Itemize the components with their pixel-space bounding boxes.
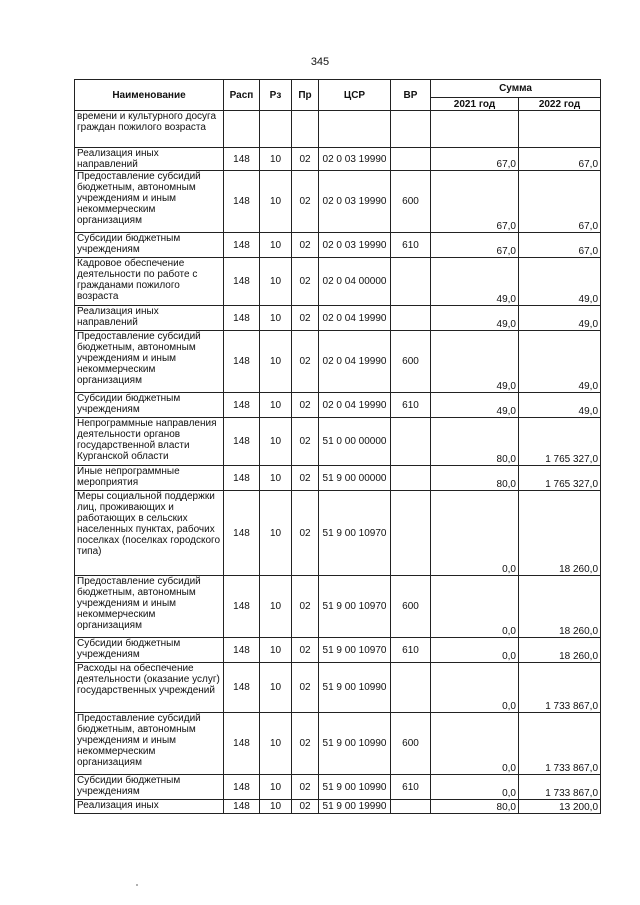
header-name: Наименование [75, 80, 224, 111]
table-row [75, 148, 601, 171]
row-vr: 610 [391, 638, 431, 663]
row-pr: 02 [292, 306, 319, 331]
scan-speck [136, 884, 138, 886]
row-pr: 02 [292, 491, 319, 576]
row-csr: 51 9 00 10990 [319, 713, 391, 775]
row-pr: 02 [292, 418, 319, 466]
row-2022: 49,0 [519, 306, 601, 331]
row-name: Субсидии бюджетным учреждениям [75, 775, 224, 800]
row-pr: 02 [292, 775, 319, 800]
row-name: Предоставление субсидий бюджетным, автономным учреждениям и иным некоммерческим организациям [75, 576, 224, 638]
row-2022: 1 733 867,0 [519, 713, 601, 775]
header-vr: ВР [391, 80, 431, 111]
row-2021 [431, 111, 519, 148]
row-csr: 51 0 00 00000 [319, 418, 391, 466]
row-2022: 18 260,0 [519, 491, 601, 576]
row-rasp: 148 [224, 466, 260, 491]
row-csr: 51 9 00 10970 [319, 576, 391, 638]
header-year-2022: 2022 год [519, 98, 601, 111]
row-rz: 10 [260, 393, 292, 418]
row-rz: 10 [260, 466, 292, 491]
row-pr: 02 [292, 233, 319, 258]
row-2022: 67,0 [519, 148, 601, 171]
row-rasp: 148 [224, 638, 260, 663]
table-body [75, 111, 601, 814]
row-vr [391, 111, 431, 148]
row-2021: 49,0 [431, 331, 519, 393]
row-2022: 1 765 327,0 [519, 466, 601, 491]
row-csr: 02 0 04 19990 [319, 393, 391, 418]
row-2021: 80,0 [431, 466, 519, 491]
row-pr: 02 [292, 331, 319, 393]
row-2021: 0,0 [431, 775, 519, 800]
table-row [75, 713, 601, 775]
row-2022: 67,0 [519, 233, 601, 258]
row-rz: 10 [260, 800, 292, 814]
table-row [75, 331, 601, 393]
row-name: Реализация иных направлений [75, 148, 224, 171]
row-rz: 10 [260, 638, 292, 663]
header-csr: ЦСР [319, 80, 391, 111]
row-rasp: 148 [224, 576, 260, 638]
row-csr: 02 0 03 19990 [319, 148, 391, 171]
table-header [75, 80, 601, 111]
row-pr: 02 [292, 393, 319, 418]
table-row [75, 171, 601, 233]
row-csr: 02 0 04 00000 [319, 258, 391, 306]
row-name: Расходы на обеспечение деятельности (оказание услуг) государственных учреждений [75, 663, 224, 713]
budget-table [74, 79, 601, 814]
row-rasp: 148 [224, 418, 260, 466]
row-rz: 10 [260, 233, 292, 258]
table-row [75, 233, 601, 258]
header-year-2021: 2021 год [431, 98, 519, 111]
row-rasp: 148 [224, 775, 260, 800]
table-row [75, 576, 601, 638]
row-rz: 10 [260, 148, 292, 171]
row-name: Предоставление субсидий бюджетным, автономным учреждениям и иным некоммерческим организациям [75, 713, 224, 775]
row-rz: 10 [260, 171, 292, 233]
row-vr [391, 258, 431, 306]
header-rz: Рз [260, 80, 292, 111]
row-csr: 51 9 00 10990 [319, 663, 391, 713]
row-name: Меры социальной поддержки лиц, проживающих и работающих в сельских населенных пунктах, рабочих поселках (поселках городского типа) [75, 491, 224, 576]
row-name: Предоставление субсидий бюджетным, автономным учреждениям и иным некоммерческим организациям [75, 171, 224, 233]
row-csr: 02 0 04 19990 [319, 331, 391, 393]
row-vr: 600 [391, 331, 431, 393]
table-row [75, 775, 601, 800]
row-vr [391, 800, 431, 814]
row-vr: 610 [391, 775, 431, 800]
row-name: Кадровое обеспечение деятельности по работе с гражданами пожилого возраста [75, 258, 224, 306]
row-2022: 49,0 [519, 258, 601, 306]
row-2021: 0,0 [431, 713, 519, 775]
row-name: Предоставление субсидий бюджетным, автономным учреждениям и иным некоммерческим организациям [75, 331, 224, 393]
row-2021: 0,0 [431, 663, 519, 713]
table-row [75, 393, 601, 418]
row-csr [319, 111, 391, 148]
row-csr: 02 0 03 19990 [319, 171, 391, 233]
row-2021: 67,0 [431, 233, 519, 258]
row-2021: 49,0 [431, 258, 519, 306]
row-name: Субсидии бюджетным учреждениям [75, 638, 224, 663]
row-rasp: 148 [224, 713, 260, 775]
row-csr: 51 9 00 19990 [319, 800, 391, 814]
row-name: Непрограммные направления деятельности органов государственной власти Курганской области [75, 418, 224, 466]
row-rasp: 148 [224, 148, 260, 171]
row-name: времени и культурного досуга граждан пожилого возраста [75, 111, 224, 148]
header-pr: Пр [292, 80, 319, 111]
row-2021: 67,0 [431, 171, 519, 233]
row-2022: 1 733 867,0 [519, 775, 601, 800]
row-vr [391, 418, 431, 466]
row-rasp: 148 [224, 233, 260, 258]
row-name: Субсидии бюджетным учреждениям [75, 393, 224, 418]
row-2022: 1 733 867,0 [519, 663, 601, 713]
row-rz: 10 [260, 331, 292, 393]
table-row [75, 258, 601, 306]
row-csr: 51 9 00 10970 [319, 491, 391, 576]
row-pr: 02 [292, 258, 319, 306]
row-2021: 0,0 [431, 576, 519, 638]
row-rasp: 148 [224, 663, 260, 713]
row-2021: 49,0 [431, 306, 519, 331]
row-rasp: 148 [224, 306, 260, 331]
row-2021: 80,0 [431, 800, 519, 814]
row-rasp: 148 [224, 800, 260, 814]
row-2022: 18 260,0 [519, 576, 601, 638]
row-pr: 02 [292, 800, 319, 814]
row-pr: 02 [292, 713, 319, 775]
table-row [75, 663, 601, 713]
row-rz: 10 [260, 775, 292, 800]
row-csr: 51 9 00 10990 [319, 775, 391, 800]
table-row [75, 306, 601, 331]
row-pr: 02 [292, 466, 319, 491]
row-rz: 10 [260, 306, 292, 331]
row-rz: 10 [260, 576, 292, 638]
row-pr: 02 [292, 663, 319, 713]
row-vr [391, 148, 431, 171]
row-vr [391, 466, 431, 491]
row-rz [260, 111, 292, 148]
row-pr [292, 111, 319, 148]
row-rasp: 148 [224, 171, 260, 233]
row-pr: 02 [292, 171, 319, 233]
row-rasp: 148 [224, 331, 260, 393]
row-2021: 0,0 [431, 491, 519, 576]
row-vr: 600 [391, 171, 431, 233]
row-csr: 51 9 00 00000 [319, 466, 391, 491]
row-name: Субсидии бюджетным учреждениям [75, 233, 224, 258]
row-name: Иные непрограммные мероприятия [75, 466, 224, 491]
table-row [75, 491, 601, 576]
row-rz: 10 [260, 418, 292, 466]
page-number: 345 [310, 56, 330, 68]
row-2022 [519, 111, 601, 148]
row-vr: 610 [391, 233, 431, 258]
table-row [75, 418, 601, 466]
row-pr: 02 [292, 638, 319, 663]
row-rasp: 148 [224, 393, 260, 418]
row-vr: 610 [391, 393, 431, 418]
table-row [75, 800, 601, 814]
row-vr: 600 [391, 713, 431, 775]
row-2022: 1 765 327,0 [519, 418, 601, 466]
row-name: Реализация иных направлений [75, 306, 224, 331]
row-rasp [224, 111, 260, 148]
row-rz: 10 [260, 713, 292, 775]
row-rz: 10 [260, 258, 292, 306]
row-csr: 02 0 04 19990 [319, 306, 391, 331]
row-rz: 10 [260, 663, 292, 713]
row-rz: 10 [260, 491, 292, 576]
row-csr: 51 9 00 10970 [319, 638, 391, 663]
table-row [75, 466, 601, 491]
row-vr [391, 663, 431, 713]
row-vr [391, 491, 431, 576]
row-2022: 18 260,0 [519, 638, 601, 663]
row-rasp: 148 [224, 491, 260, 576]
row-pr: 02 [292, 148, 319, 171]
row-vr [391, 306, 431, 331]
row-2022: 67,0 [519, 171, 601, 233]
row-name: Реализация иных [75, 800, 224, 814]
row-2021: 67,0 [431, 148, 519, 171]
row-2022: 49,0 [519, 393, 601, 418]
header-sum: Сумма [431, 80, 601, 98]
row-2021: 80,0 [431, 418, 519, 466]
row-2021: 49,0 [431, 393, 519, 418]
header-rasp: Расп [224, 80, 260, 111]
row-pr: 02 [292, 576, 319, 638]
table-row [75, 111, 601, 148]
row-2022: 13 200,0 [519, 800, 601, 814]
row-csr: 02 0 03 19990 [319, 233, 391, 258]
row-rasp: 148 [224, 258, 260, 306]
row-2021: 0,0 [431, 638, 519, 663]
row-vr: 600 [391, 576, 431, 638]
row-2022: 49,0 [519, 331, 601, 393]
table-row [75, 638, 601, 663]
